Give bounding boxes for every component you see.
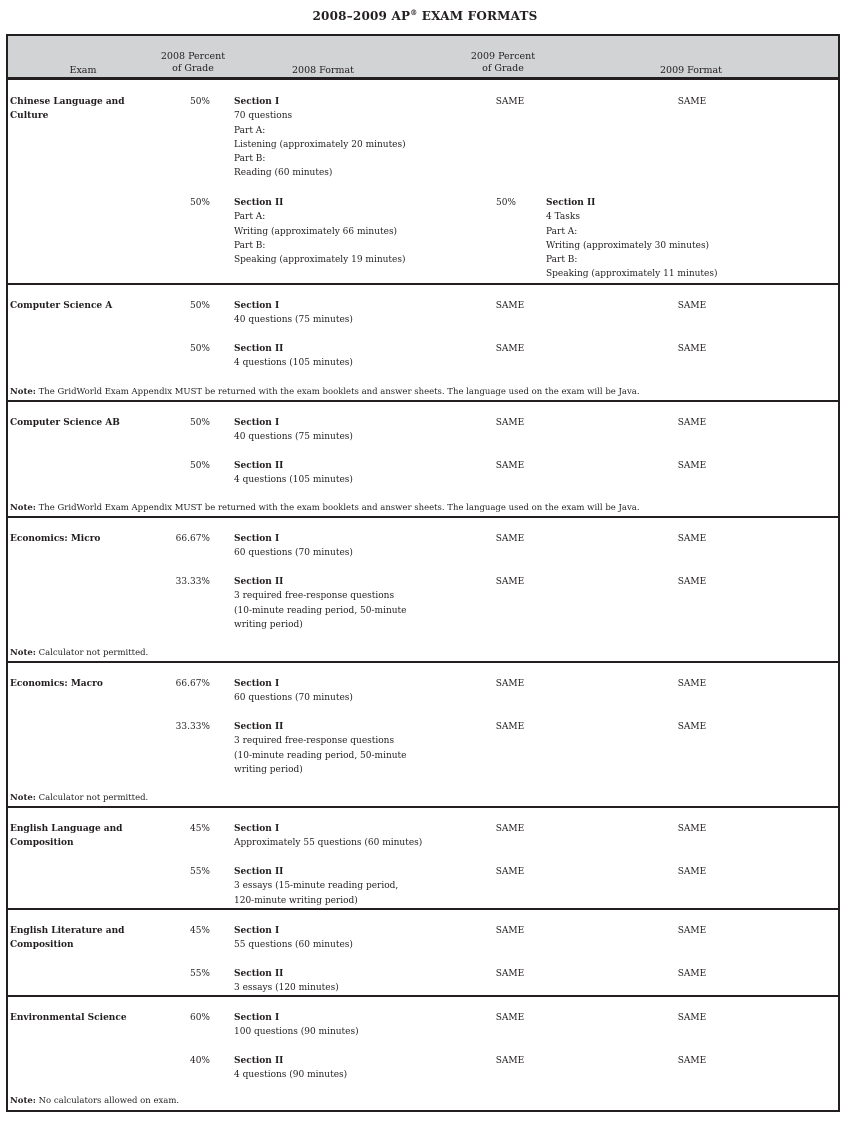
pct-2009: SAME xyxy=(495,926,525,936)
exam-name: Computer Science AB xyxy=(10,418,120,428)
pct-2008: 66.67% xyxy=(175,679,210,689)
pct-2008: 50% xyxy=(189,461,210,471)
format-2008: Section I 55 questions (60 minutes) xyxy=(234,926,353,951)
format-2009: SAME xyxy=(677,1056,707,1066)
format-2009: SAME xyxy=(677,722,707,732)
format-2008: Section I 70 questions Part A: Listening (approximately 20 minutes) Part B: Reading (60 minutes) xyxy=(234,97,406,179)
format-2009: SAME xyxy=(677,969,707,979)
pct-2008: 60% xyxy=(189,1013,210,1023)
header-2009-percent: 2009 Percent of Grade xyxy=(470,51,536,74)
format-2008: Section I 40 questions (75 minutes) xyxy=(234,301,353,326)
exam-section-econ-macro xyxy=(8,663,838,808)
exam-section-econ-micro xyxy=(8,518,838,663)
format-2009: Section II 4 Tasks Part A: Writing (approximately 30 minutes) Part B: Speaking (approximately 11 minutes) xyxy=(546,198,718,280)
pct-2009: SAME xyxy=(495,867,525,877)
format-2009: SAME xyxy=(677,461,707,471)
exam-section-english-language xyxy=(8,808,838,910)
pct-2008: 45% xyxy=(189,926,210,936)
pct-2008: 40% xyxy=(189,1056,210,1066)
format-2008: Section II 4 questions (105 minutes) xyxy=(234,461,353,486)
pct-2008: 55% xyxy=(189,969,210,979)
exam-note: Note: The GridWorld Exam Appendix MUST be returned with the exam booklets and answer sheets. The language used on the exam will be Java. xyxy=(10,387,640,397)
format-2008: Section I 60 questions (70 minutes) xyxy=(234,534,353,559)
exam-section-chinese xyxy=(8,80,838,285)
pct-2009: SAME xyxy=(495,1056,525,1066)
pct-2009: SAME xyxy=(495,534,525,544)
exam-name: Economics: Micro xyxy=(10,534,101,544)
pct-2008: 33.33% xyxy=(175,577,210,587)
pct-2009: 50% xyxy=(495,198,516,208)
pct-2008: 45% xyxy=(189,824,210,834)
format-2008: Section I 40 questions (75 minutes) xyxy=(234,418,353,443)
pct-2008: 33.33% xyxy=(175,722,210,732)
format-2009: SAME xyxy=(677,97,707,107)
format-2008: Section I 60 questions (70 minutes) xyxy=(234,679,353,704)
format-2009: SAME xyxy=(677,534,707,544)
pct-2008: 50% xyxy=(189,198,210,208)
header-exam: Exam xyxy=(69,65,97,76)
pct-2009: SAME xyxy=(495,461,525,471)
table-header xyxy=(8,36,838,80)
exam-section-environmental-science xyxy=(8,997,838,1110)
format-2009: SAME xyxy=(677,418,707,428)
exam-name: Chinese Language and Culture xyxy=(10,97,125,122)
format-2009: SAME xyxy=(677,824,707,834)
format-2008: Section II 3 required free-response questions (10-minute reading period, 50-minute writing period) xyxy=(234,577,407,630)
exam-section-cs-a xyxy=(8,285,838,402)
exam-name: English Language and Composition xyxy=(10,824,123,849)
exam-note: Note: Calculator not permitted. xyxy=(10,648,149,658)
header-2009-format: 2009 Format xyxy=(659,65,723,76)
pct-2009: SAME xyxy=(495,301,525,311)
pct-2009: SAME xyxy=(495,969,525,979)
exam-note: Note: The GridWorld Exam Appendix MUST be returned with the exam booklets and answer sheets. The language used on the exam will be Java. xyxy=(10,503,640,513)
format-2008: Section I Approximately 55 questions (60 minutes) xyxy=(234,824,423,849)
pct-2008: 50% xyxy=(189,418,210,428)
exam-note: Note: Calculator not permitted. xyxy=(10,793,149,803)
pct-2008: 66.67% xyxy=(175,534,210,544)
pct-2008: 55% xyxy=(189,867,210,877)
header-2008-percent: 2008 Percent of Grade xyxy=(160,51,226,74)
pct-2009: SAME xyxy=(495,679,525,689)
header-2008-format: 2008 Format xyxy=(291,65,355,76)
exam-name: Environmental Science xyxy=(10,1013,127,1023)
pct-2009: SAME xyxy=(495,97,525,107)
format-2009: SAME xyxy=(677,926,707,936)
format-2008: Section II 3 essays (15-minute reading period, 120-minute writing period) xyxy=(234,867,399,906)
exam-note: Note: No calculators allowed on exam. xyxy=(10,1096,180,1106)
exam-section-english-literature xyxy=(8,910,838,997)
pct-2009: SAME xyxy=(495,344,525,354)
format-2008: Section II 4 questions (90 minutes) xyxy=(234,1056,348,1081)
format-2009: SAME xyxy=(677,679,707,689)
pct-2009: SAME xyxy=(495,418,525,428)
pct-2008: 50% xyxy=(189,301,210,311)
exam-formats-table xyxy=(6,34,840,1112)
format-2009: SAME xyxy=(677,1013,707,1023)
page-title: 2008–2009 AP® EXAM FORMATS xyxy=(312,8,538,23)
format-2009: SAME xyxy=(677,867,707,877)
format-2008: Section II Part A: Writing (approximately 66 minutes) Part B: Speaking (approximately 19 minutes) xyxy=(234,198,406,266)
pct-2009: SAME xyxy=(495,1013,525,1023)
pct-2009: SAME xyxy=(495,577,525,587)
exam-name: Computer Science A xyxy=(10,301,113,311)
format-2008: Section II 4 questions (105 minutes) xyxy=(234,344,353,369)
format-2008: Section II 3 required free-response questions (10-minute reading period, 50-minute writing period) xyxy=(234,722,407,775)
format-2009: SAME xyxy=(677,577,707,587)
pct-2009: SAME xyxy=(495,722,525,732)
format-2009: SAME xyxy=(677,344,707,354)
exam-name: English Literature and Composition xyxy=(10,926,125,951)
exam-name: Economics: Macro xyxy=(10,679,103,689)
pct-2008: 50% xyxy=(189,97,210,107)
pct-2008: 50% xyxy=(189,344,210,354)
pct-2009: SAME xyxy=(495,824,525,834)
format-2008: Section II 3 essays (120 minutes) xyxy=(234,969,339,994)
format-2008: Section I 100 questions (90 minutes) xyxy=(234,1013,359,1038)
format-2009: SAME xyxy=(677,301,707,311)
exam-section-cs-ab xyxy=(8,402,838,518)
